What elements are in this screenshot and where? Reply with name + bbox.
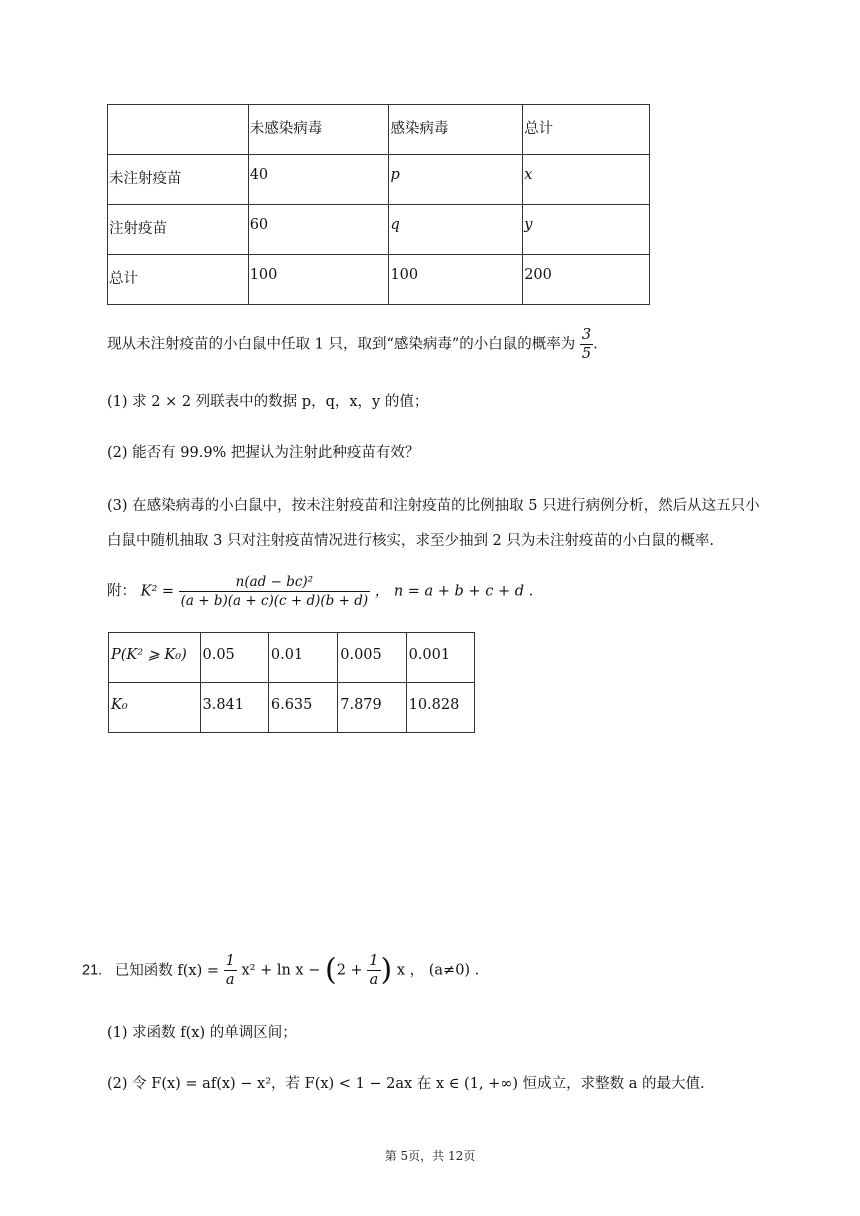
table-cell: 总计 — [108, 255, 249, 305]
table-cell: 60 — [248, 205, 389, 255]
left-paren: ( — [324, 952, 337, 988]
table-cell: 40 — [248, 155, 389, 205]
table-cell: 总计 — [523, 105, 650, 155]
table-cell: 200 — [523, 255, 650, 305]
probability-fraction: $\frac{3}{5}$ — [581, 327, 592, 362]
table-row — [109, 633, 475, 683]
contingency-table — [107, 104, 650, 305]
critical-value-table — [108, 632, 475, 733]
q21-stem-suffix: x ， (a≠0) . — [396, 962, 480, 979]
q21-part1: (1) 求函数 f(x) 的单调区间； — [107, 1025, 297, 1041]
q21-part2: (2) 令 F(x) = af(x) − x²，若 F(x) < 1 − 2ax 在 x ∈ (1, +∞) 恒成立，求整数 a 的最大值. — [107, 1076, 705, 1092]
table-cell: 未感染病毒 — [248, 105, 389, 155]
table-cell: y — [523, 205, 650, 255]
table-cell: 6.635 — [268, 683, 337, 733]
fraction-one-over-a: $\frac{1}{a}$ — [225, 953, 235, 988]
q20-part3-line1: (3) 在感染病毒的小白鼠中，按未注射疫苗和注射疫苗的比例抽取 5 只进行病例分析，然后从这五只小 — [107, 498, 760, 514]
q20-intro: 现从未注射疫苗的小白鼠中任取 1 只，取到“感染病毒”的小白鼠的概率为 $\frac{3}{5}$ . — [107, 327, 598, 362]
table-cell: p — [389, 155, 523, 205]
table-row — [108, 155, 650, 205]
table-cell: q — [389, 205, 523, 255]
q21-stem-mid: x² + ln x − — [241, 962, 321, 979]
table-cell: 0.005 — [338, 633, 406, 683]
q20-part1: (1) 求 2 × 2 列联表中的数据 p，q，x，y 的值； — [107, 394, 429, 410]
table-cell: 注射疫苗 — [108, 205, 249, 255]
appendix-label: 附： — [107, 583, 136, 600]
q20-intro-text: 现从未注射疫苗的小白鼠中任取 1 只，取到“感染病毒”的小白鼠的概率为 — [107, 336, 576, 353]
table-cell: 7.879 — [338, 683, 406, 733]
table-cell: 3.841 — [200, 683, 268, 733]
q20-part3-line2: 白鼠中随机抽取 3 只对注射疫苗情况进行核实，求至少抽到 2 只为未注射疫苗的小白鼠的概率. — [107, 533, 714, 549]
table-row — [108, 255, 650, 305]
q21-stem-prefix: 已知函数 f(x) = — [114, 962, 220, 979]
q20-part2: (2) 能否有 99.9% 把握认为注射此种疫苗有效？ — [107, 445, 420, 461]
table-cell: 感染病毒 — [389, 105, 523, 155]
fraction-one-over-a-2: $\frac{1}{a}$ — [369, 953, 379, 988]
table-cell: 0.05 — [200, 633, 268, 683]
table-cell: 10.828 — [406, 683, 474, 733]
formula-lhs: K² = — [140, 583, 175, 600]
table-row — [108, 205, 650, 255]
formula-fraction: $\frac{\text{n(ad − bc)²}}{(a + b)(a + c)(c + d)(b + d)}$ — [180, 574, 369, 609]
q21-stem: 21. 已知函数 f(x) = $\frac{1}{a}$ x² + ln x − (2 + $\frac{1}{a}$ ) x ， (a≠0) . — [82, 952, 480, 988]
table-cell: 0.01 — [268, 633, 337, 683]
table-cell: x — [523, 155, 650, 205]
formula-tail: ， n = a + b + c + d . — [374, 583, 534, 600]
table-cell: K₀ — [109, 683, 201, 733]
question-number: 21. — [82, 962, 103, 979]
table-cell: P(K² ⩾ K₀) — [109, 633, 201, 683]
right-paren: ) — [380, 952, 393, 988]
table-cell: 0.001 — [406, 633, 474, 683]
table-cell: 100 — [248, 255, 389, 305]
table-header-row — [108, 105, 650, 155]
table-row — [109, 683, 475, 733]
k-squared-formula — [107, 573, 533, 610]
page-footer: 第 5页，共 12页 — [384, 1149, 476, 1163]
table-cell — [108, 105, 249, 155]
table-cell: 100 — [389, 255, 523, 305]
table-cell: 未注射疫苗 — [108, 155, 249, 205]
